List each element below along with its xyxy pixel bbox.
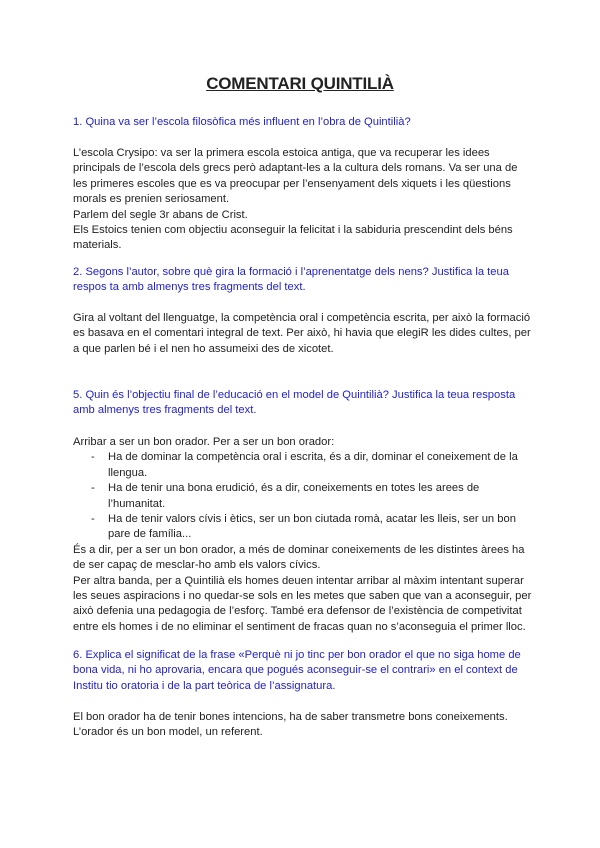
question-1: 1. Quina va ser l’escola filosòfica més influent en l’obra de Quintilià? xyxy=(73,116,411,128)
answer-5-list xyxy=(73,450,533,542)
question-6-section xyxy=(73,648,533,694)
answer-6-line: L’orador és un bon model, un referent. xyxy=(73,726,263,739)
answer-5-intro: Arribar a ser un bon orador. Per a ser un bon orador: xyxy=(73,436,335,448)
answer-6-section xyxy=(73,710,533,741)
answer-2-paragraph: Gira al voltant del llenguatge, la competència oral i competència escrita, per això la formació es basava en el comentari integral de text. Per això, hi havia que elegiR les dides cultes, per a que parlen bé i el nen ho assumeixi des de xicotet. xyxy=(73,312,531,355)
document-title: COMENTARI QUINTILIÀ xyxy=(206,74,394,93)
question-6: 6. Explica el significat de la frase «Perquè ni jo tinc per bon orador el que no siga home de bona vida, ni ho aprovaria, encara que pogués aconseguir-se el contrari» en el context de Institu tio oratoria i de la part teòrica de l’assignatura. xyxy=(73,649,521,692)
answer-6-line: El bon orador ha de tenir bones intencions, ha de saber transmetre bons coneixements. xyxy=(73,711,508,723)
answer-5-section xyxy=(73,435,533,635)
answer-2-section xyxy=(73,311,533,357)
answer-1-paragraph: Els Estoics tenien com objectiu aconseguir la felicitat i la sabiduria prescendint dels béns materials. xyxy=(73,224,513,252)
question-1-section xyxy=(73,115,533,130)
question-5: 5. Quin és l’objectiu final de l’educació en el model de Quintilià? Justifica la teua resposta amb almenys tres fragments del text. xyxy=(73,389,516,417)
list-item: - Ha de tenir una bona erudició, és a dir, coneixements en totes les arees de l’humanitat. xyxy=(73,481,533,512)
list-item: - Ha de dominar la competència oral i escrita, és a dir, dominar el coneixement de la llengua. xyxy=(73,450,533,481)
answer-1-section xyxy=(73,146,533,254)
answer-5-paragraph: És a dir, per a ser un bon orador, a més de dominar coneixements de les distintes àrees ha de ser capaç de mesclar-ho amb els valors cívics. xyxy=(73,543,525,572)
list-item: - Ha de tenir valors cívis i ètics, ser un bon ciutada romà, acatar les lleis, ser un bon pare de família... xyxy=(73,512,533,543)
answer-1-paragraph: L’escola Crysipo: va ser la primera escola estoica antiga, que va recuperar les idees principals de l’escola dels grecs però adaptant-les a la cultura dels romans. Va ser una de les primeres escoles que es va preocupar per l’ensenyament dels xiquets i les qüestions morals es prenien seriosament. xyxy=(73,147,518,206)
answer-5-paragraph: Per altra banda, per a Quintilià els homes deuen intentar arribar al màxim intentant superar les seues aspiracions i no quedar-se sols en les metes que saben que van a aconseguir, per això defenia una pedagogia de l’esforç. També era defensor de l’existència de competivitat entre els homes i de no eliminar el sentiment de fracas quan no s’aconseguia el primer lloc. xyxy=(73,574,532,633)
answer-1-line: Parlem del segle 3r abans de Crist. xyxy=(73,208,248,221)
question-2-section xyxy=(73,265,533,296)
question-5-section xyxy=(73,388,533,419)
question-2: 2. Segons l’autor, sobre què gira la formació i l’aprenentatge dels nens? Justifica la teua respos ta amb almenys tres fragments del text. xyxy=(73,266,509,294)
